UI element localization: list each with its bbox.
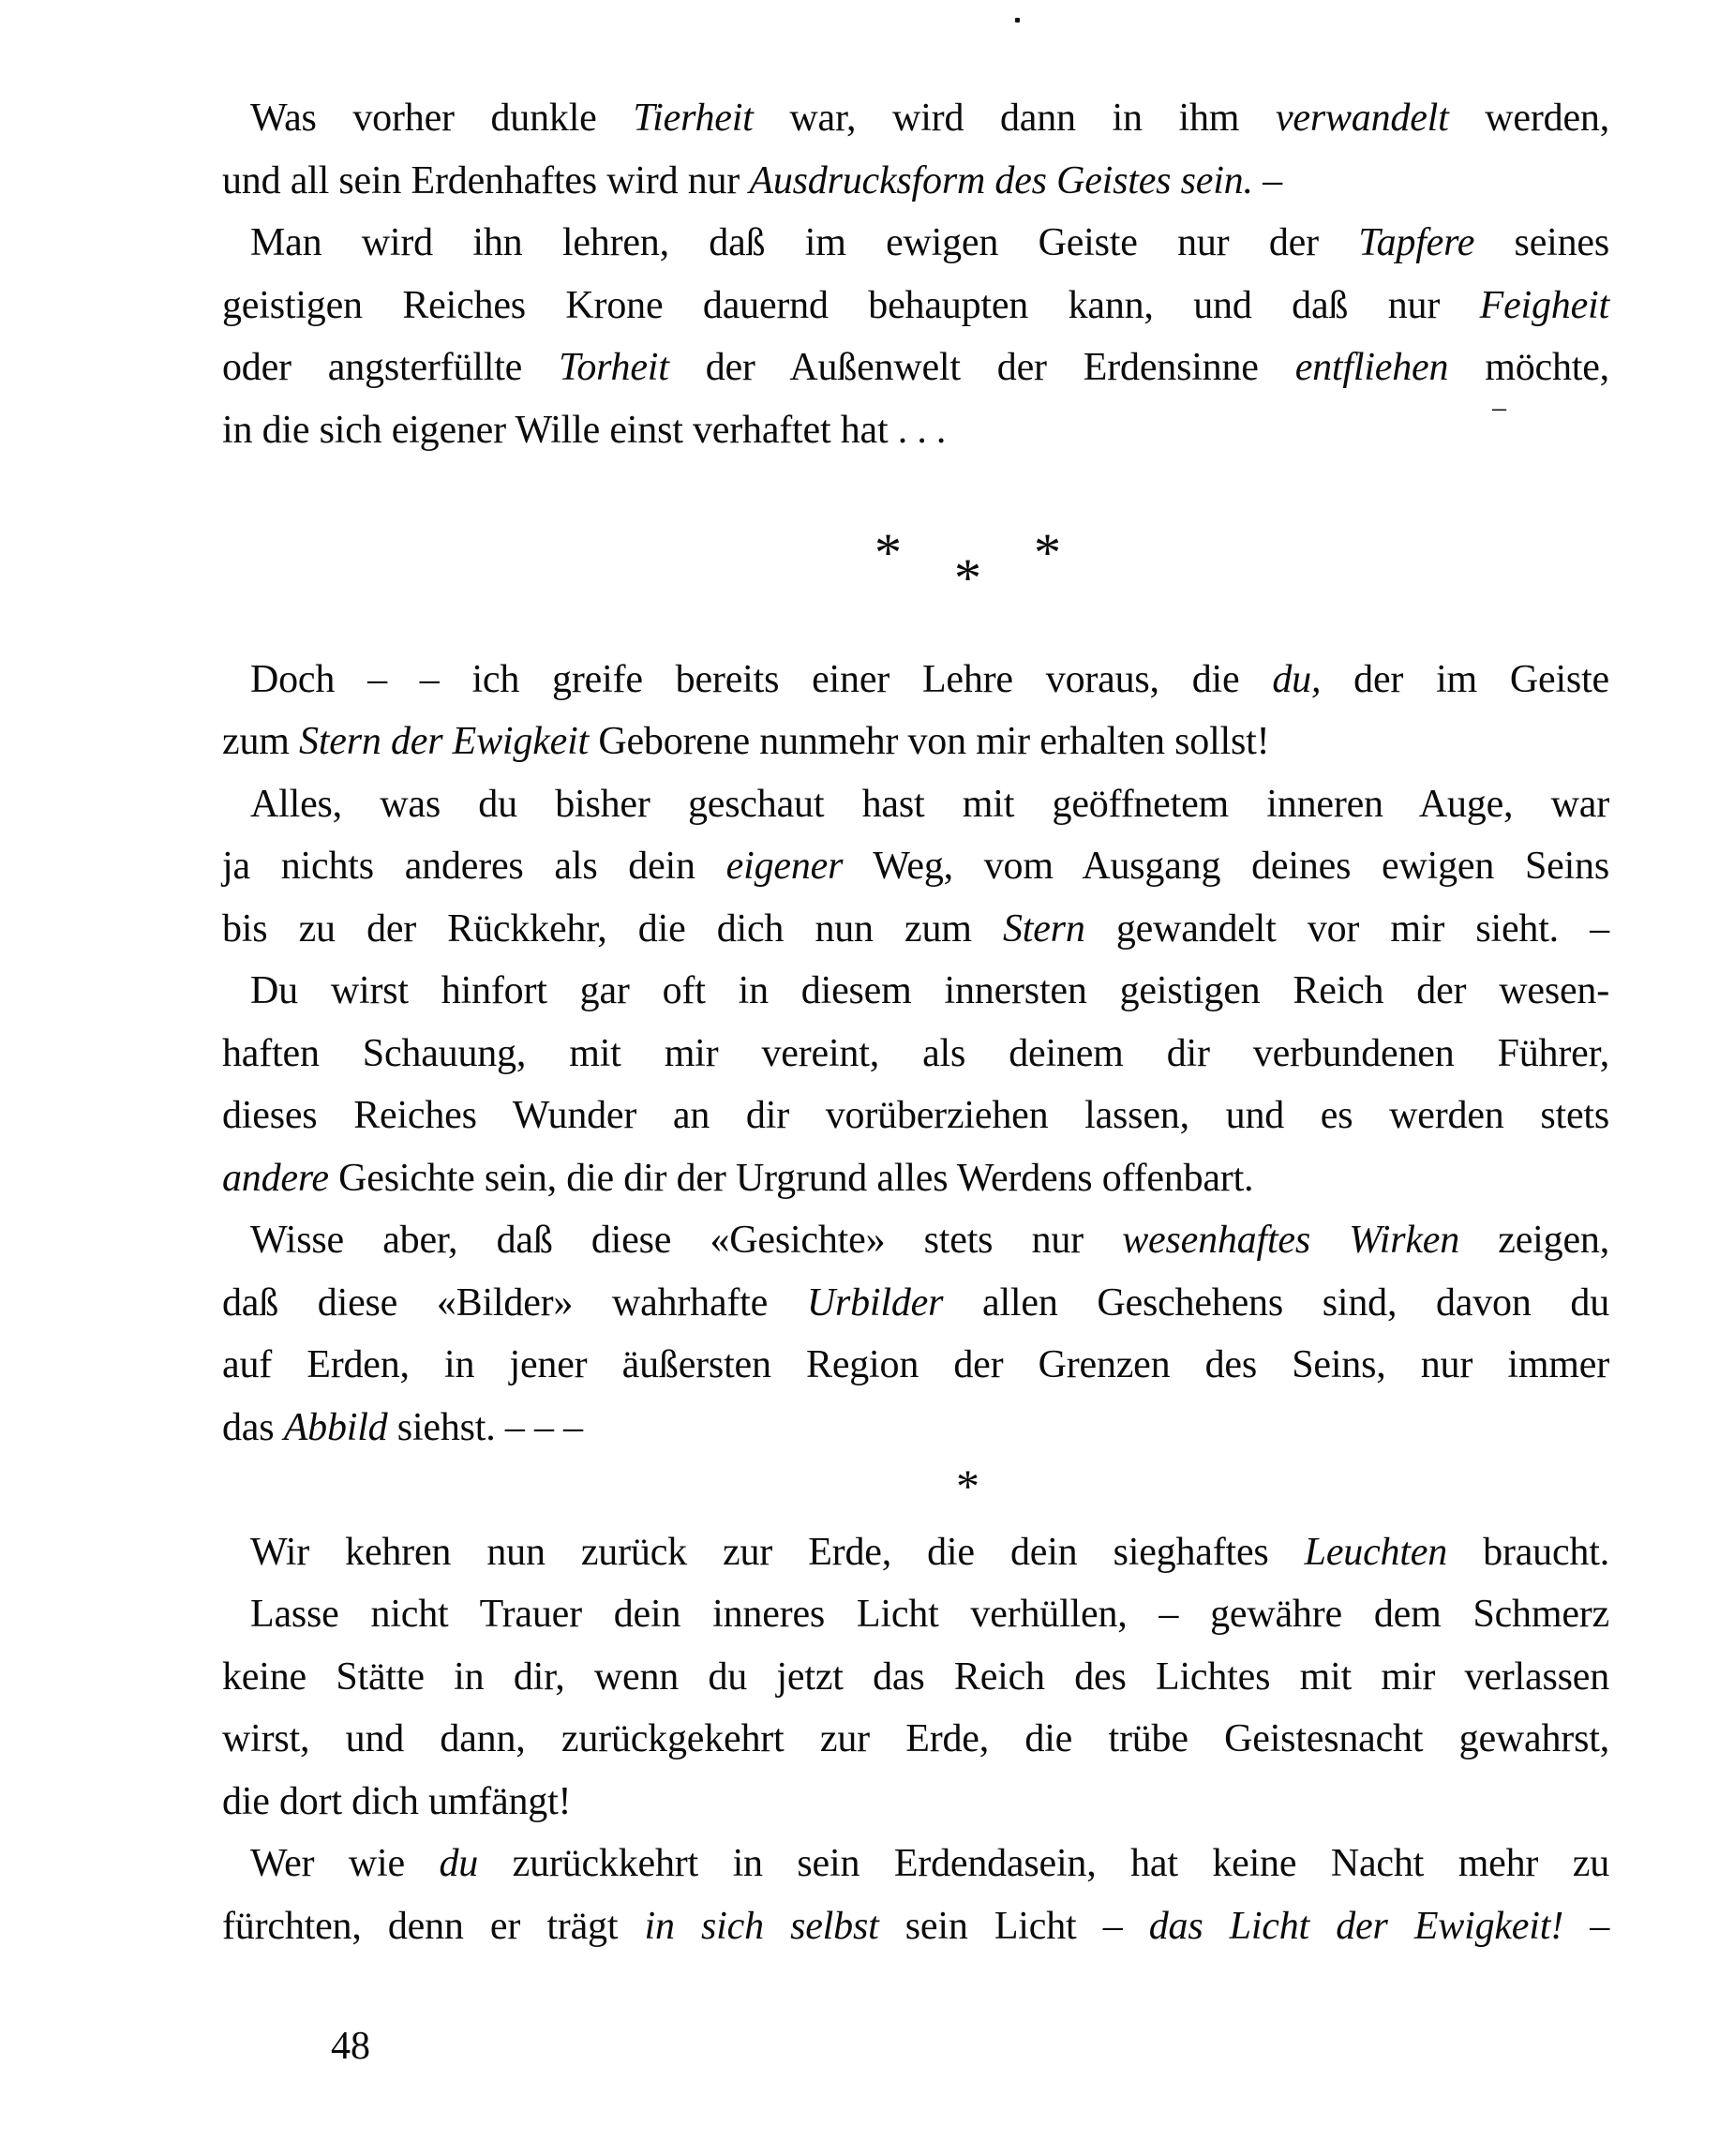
- text-segment: auf Erden, in jener äußersten Region der Grenzen des Seins, nur immer: [222, 1343, 1609, 1386]
- text-segment: die dort dich umfängt!: [222, 1779, 572, 1823]
- italic-text-segment: verwandelt: [1275, 97, 1449, 140]
- italic-text-segment: Abbild: [283, 1405, 388, 1449]
- text-segment: der im Geiste: [1321, 657, 1609, 701]
- text-line: [222, 773, 1609, 836]
- text-segment: der Außenwelt der Erdensinne: [668, 346, 1295, 389]
- text-segment: in die sich eigener Wille einst verhaftet hat . . .: [222, 408, 947, 452]
- text-segment: –: [1252, 158, 1282, 202]
- text-segment: wirst, und dann, zurückgekehrt zur Erde, die trübe Geistesnacht gewahrst,: [222, 1717, 1609, 1760]
- italic-text-segment: Feigheit: [1479, 283, 1609, 327]
- italic-text-segment: Stern: [1002, 906, 1085, 951]
- text-line: [222, 150, 1609, 213]
- text-segment: Alles, was du bisher geschaut hast mit geöffnetem inneren Auge, war: [250, 782, 1609, 826]
- asterisk-icon: *: [1034, 521, 1061, 583]
- italic-text-segment: entfliehen: [1294, 346, 1449, 389]
- text-segment: haften Schauung, mit mir vereint, als deinem dir verbundenen Führer,: [222, 1031, 1609, 1075]
- text-segment: oder angsterfüllte: [222, 346, 560, 389]
- text-segment: Du wirst hinfort gar oft in diesem innersten geistigen Reich der wesen-: [250, 969, 1609, 1012]
- italic-text-segment: du,: [1272, 657, 1322, 701]
- text-block: [222, 87, 1609, 1957]
- text-segment: siehst. – – –: [387, 1405, 583, 1449]
- text-segment: möchte,: [1448, 346, 1609, 389]
- asterisk-icon: *: [956, 1460, 979, 1512]
- text-line: [222, 275, 1609, 337]
- text-line: [222, 1771, 1609, 1834]
- text-line: [222, 960, 1609, 1023]
- text-line: [222, 1209, 1609, 1272]
- text-segment: Wisse aber, daß diese «Gesichte» stets nur: [250, 1219, 1123, 1262]
- text-segment: Wer wie: [250, 1842, 440, 1885]
- text-segment: bis zu der Rückkehr, die dich nun zum: [222, 906, 1003, 951]
- text-segment: zurückkehrt in sein Erdendasein, hat keine Nacht mehr zu: [478, 1842, 1610, 1885]
- asterisk-separator-triple: [222, 521, 1609, 608]
- italic-text-segment: Stern der Ewigkeit: [299, 720, 590, 763]
- text-segment: Lasse nicht Trauer dein inneres Licht verhüllen, – gewähre dem Schmerz: [250, 1593, 1609, 1636]
- italic-text-segment: Urbilder: [806, 1280, 944, 1325]
- text-line: [222, 711, 1609, 773]
- italic-text-segment: wesenhaftes Wirken: [1122, 1219, 1460, 1262]
- italic-text-segment: in sich selbst: [644, 1904, 879, 1948]
- text-segment: sein Licht –: [878, 1904, 1149, 1948]
- italic-text-segment: Leuchten: [1304, 1530, 1448, 1574]
- text-line: [222, 1085, 1609, 1147]
- text-segment: Was vorher dunkle: [250, 97, 634, 140]
- asterisk-separator-single: [222, 1459, 1609, 1521]
- text-line: [222, 212, 1609, 275]
- italic-text-segment: Tapfere: [1358, 221, 1475, 264]
- text-segment: fürchten, denn er trägt: [222, 1904, 645, 1948]
- text-segment: Gesichte sein, die dir der Urgrund alles Werdens offenbart.: [328, 1156, 1254, 1200]
- text-segment: zum: [222, 720, 300, 763]
- text-segment: zeigen,: [1459, 1219, 1609, 1262]
- text-line: [222, 1708, 1609, 1771]
- text-line: [222, 1833, 1609, 1895]
- text-segment: Wir kehren nun zurück zur Erde, die dein sieghaftes: [250, 1530, 1305, 1574]
- text-segment: Weg, vom Ausgang deines ewigen Seins: [843, 845, 1609, 888]
- text-segment: werden,: [1448, 97, 1609, 140]
- italic-text-segment: du: [439, 1842, 479, 1885]
- italic-text-segment: andere: [222, 1156, 329, 1200]
- italic-text-segment: Torheit: [559, 346, 669, 389]
- text-segment: dieses Reiches Wunder an dir vorüberziehen lassen, und es werden stets: [222, 1094, 1609, 1137]
- text-line: [222, 399, 1609, 462]
- page-number: 48: [331, 2025, 370, 2068]
- text-line: [222, 1895, 1609, 1958]
- text-line: [222, 649, 1609, 711]
- text-line: [222, 1023, 1609, 1085]
- text-line: [222, 1583, 1609, 1646]
- text-line: [222, 1521, 1609, 1584]
- text-segment: keine Stätte in dir, wenn du jetzt das Reich des Lichtes mit mir verlassen: [222, 1654, 1609, 1699]
- text-segment: daß diese «Bilder» wahrhafte: [222, 1280, 807, 1325]
- scan-artifact-dot: [1015, 18, 1020, 22]
- text-segment: Man wird ihn lehren, daß im ewigen Geiste nur der: [250, 221, 1359, 264]
- italic-text-segment: das Licht der Ewigkeit!: [1148, 1904, 1563, 1948]
- italic-text-segment: eigener: [725, 845, 844, 888]
- scan-artifact-dash: –: [1492, 392, 1506, 423]
- blank-line: [222, 586, 1609, 649]
- italic-text-segment: Tierheit: [633, 97, 754, 140]
- text-line: [222, 1646, 1609, 1709]
- text-line: [222, 1272, 1609, 1335]
- asterisk-icon: *: [874, 521, 902, 583]
- text-line: [222, 1397, 1609, 1460]
- text-line: [222, 898, 1609, 961]
- text-segment: ja nichts anderes als dein: [222, 845, 726, 888]
- text-segment: seines: [1474, 221, 1609, 264]
- text-line: [222, 1334, 1609, 1397]
- text-segment: war, wird dann in ihm: [753, 97, 1276, 140]
- italic-text-segment: Ausdrucksform des Geistes sein.: [749, 158, 1253, 202]
- text-line: [222, 87, 1609, 150]
- text-line: [222, 835, 1609, 898]
- text-segment: das: [222, 1405, 284, 1449]
- text-segment: und all sein Erdenhaftes wird nur: [222, 158, 750, 202]
- text-segment: allen Geschehens sind, davon du: [943, 1280, 1609, 1325]
- text-segment: braucht.: [1447, 1530, 1609, 1574]
- text-line: [222, 337, 1609, 399]
- text-segment: –: [1562, 1904, 1609, 1948]
- text-segment: Geborene nunmehr von mir erhalten sollst!: [589, 720, 1270, 763]
- text-segment: geistigen Reiches Krone dauernd behaupten kann, und daß nur: [222, 283, 1480, 327]
- text-segment: gewandelt vor mir sieht. –: [1084, 906, 1609, 951]
- asterisk-icon: *: [954, 546, 981, 608]
- text-segment: Doch – – ich greife bereits einer Lehre voraus, die: [250, 657, 1273, 701]
- blank-line: [222, 461, 1609, 524]
- text-line: [222, 1147, 1609, 1210]
